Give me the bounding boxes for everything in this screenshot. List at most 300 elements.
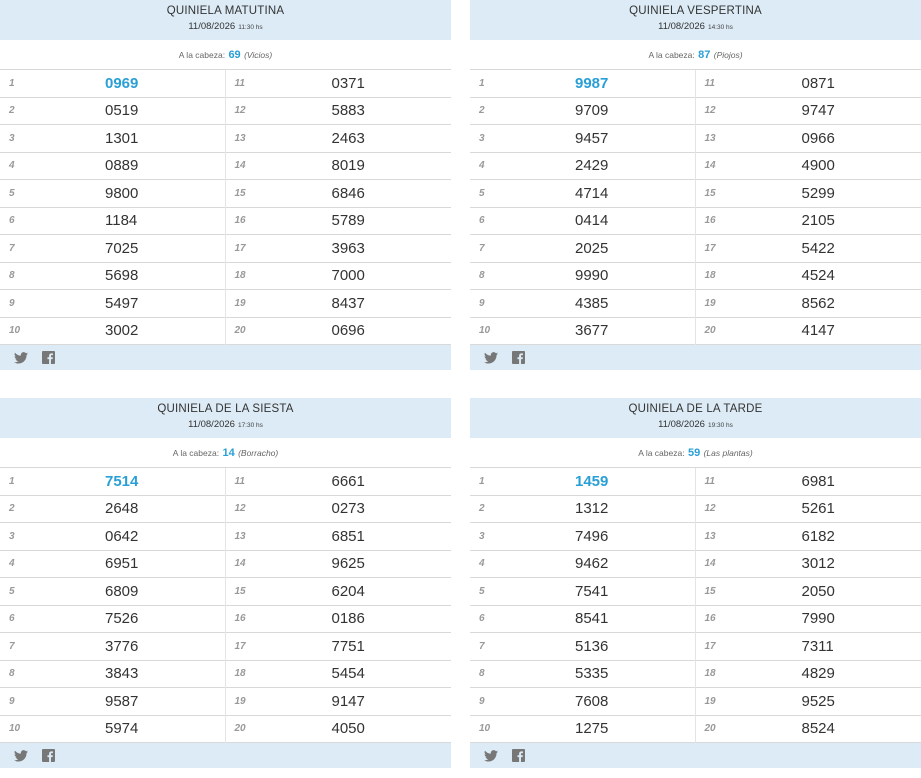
result-row: [470, 496, 695, 524]
result-row: [226, 606, 452, 634]
date-text: 11/08/2026: [188, 419, 235, 430]
panel-title: QUINIELA DE LA TARDE: [470, 403, 921, 415]
results-column-right: [695, 70, 921, 345]
position-number: 8: [0, 270, 38, 281]
panel-title: QUINIELA VESPERTINA: [470, 5, 921, 17]
results-panel: [470, 0, 921, 380]
position-number: 17: [226, 641, 271, 652]
position-number: 17: [696, 243, 741, 254]
cabeza-label: A la cabeza:: [173, 448, 219, 458]
result-number: 3002: [38, 322, 138, 339]
result-row: [226, 125, 452, 153]
position-number: 16: [696, 613, 741, 624]
result-row: [226, 661, 452, 689]
position-number: 11: [226, 78, 271, 89]
result-number: 6851: [271, 528, 365, 545]
position-number: 10: [0, 325, 38, 336]
results-table: [0, 70, 451, 345]
cabeza-label: A la cabeza:: [648, 50, 694, 60]
result-row: [226, 180, 452, 208]
result-row: [696, 523, 921, 551]
draw-date: [470, 21, 921, 32]
position-number: 9: [470, 298, 508, 309]
result-row: [226, 235, 452, 263]
position-number: 20: [696, 723, 741, 734]
result-number: 5335: [508, 665, 608, 682]
result-number: 2105: [741, 212, 835, 229]
result-row: [0, 496, 225, 524]
draw-time: 11:30 hs: [238, 24, 262, 31]
position-number: 16: [696, 215, 741, 226]
position-number: 20: [226, 723, 271, 734]
position-number: 3: [470, 531, 508, 542]
position-number: 19: [226, 298, 271, 309]
result-row: [226, 688, 452, 716]
result-number: 7990: [741, 610, 835, 627]
result-row: [470, 606, 695, 634]
position-number: 1: [0, 476, 38, 487]
position-number: 13: [696, 531, 741, 542]
draw-time: 14:30 hs: [708, 24, 733, 31]
cabeza-line: [0, 438, 451, 468]
position-number: 12: [226, 105, 271, 116]
result-row: [226, 318, 452, 346]
result-number: 7541: [508, 583, 608, 600]
draw-time: 17:30 hs: [238, 422, 263, 429]
share-bar: [470, 743, 921, 768]
position-number: 13: [226, 133, 271, 144]
result-row: [0, 633, 225, 661]
result-number: 5454: [271, 665, 365, 682]
position-number: 13: [696, 133, 741, 144]
position-number: 20: [226, 325, 271, 336]
result-row: [696, 633, 921, 661]
result-number: 0871: [741, 75, 835, 92]
result-row: [226, 633, 452, 661]
results-column-left: [0, 70, 225, 345]
cabeza-meaning: (Piojos): [714, 50, 743, 60]
result-row: [470, 578, 695, 606]
result-row: [470, 290, 695, 318]
results-panel: [0, 0, 451, 380]
panel-header: [0, 0, 451, 40]
position-number: 18: [696, 668, 741, 679]
result-number: 1312: [508, 500, 608, 517]
result-number: 8524: [741, 720, 835, 737]
result-row: [470, 716, 695, 744]
result-row: [0, 578, 225, 606]
cabeza-number: 14: [222, 447, 234, 459]
position-number: 3: [0, 133, 38, 144]
result-row: [0, 263, 225, 291]
position-number: 14: [226, 558, 271, 569]
result-row: [696, 125, 921, 153]
twitter-icon[interactable]: [484, 750, 498, 762]
position-number: 16: [226, 215, 271, 226]
cabeza-number: 69: [228, 49, 240, 61]
result-row: [470, 125, 695, 153]
result-row: [226, 153, 452, 181]
panel-title: QUINIELA DE LA SIESTA: [0, 403, 451, 415]
position-number: 14: [696, 160, 741, 171]
result-number: 0371: [271, 75, 365, 92]
result-row: [470, 688, 695, 716]
result-row: [0, 523, 225, 551]
result-row: [696, 578, 921, 606]
position-number: 11: [696, 78, 741, 89]
position-number: 11: [696, 476, 741, 487]
share-bar: [0, 345, 451, 370]
result-number: 5136: [508, 638, 608, 655]
position-number: 19: [696, 696, 741, 707]
result-row: [226, 496, 452, 524]
position-number: 7: [0, 641, 38, 652]
result-number: 5261: [741, 500, 835, 517]
twitter-icon[interactable]: [14, 750, 28, 762]
position-number: 1: [470, 476, 508, 487]
result-row: [470, 633, 695, 661]
cabeza-meaning: (Las plantas): [704, 448, 753, 458]
result-row: [0, 290, 225, 318]
result-number: 5974: [38, 720, 138, 737]
result-number: 2648: [38, 500, 138, 517]
result-row: [696, 661, 921, 689]
result-number: 0969: [38, 75, 138, 92]
cabeza-line: [0, 40, 451, 70]
result-number: 4829: [741, 665, 835, 682]
results-column-left: [470, 70, 695, 345]
position-number: 10: [470, 723, 508, 734]
cabeza-label: A la cabeza:: [638, 448, 684, 458]
results-column-left: [0, 468, 225, 743]
result-number: 4147: [741, 322, 835, 339]
position-number: 10: [470, 325, 508, 336]
result-row: [0, 606, 225, 634]
cabeza-meaning: (Vicios): [244, 50, 272, 60]
result-row: [0, 125, 225, 153]
result-number: 2050: [741, 583, 835, 600]
result-row: [696, 551, 921, 579]
draw-time: 19:30 hs: [708, 422, 733, 429]
result-number: 9800: [38, 185, 138, 202]
position-number: 4: [0, 160, 38, 171]
result-number: 9147: [271, 693, 365, 710]
result-row: [0, 716, 225, 744]
facebook-icon[interactable]: [42, 351, 55, 364]
result-number: 8019: [271, 157, 365, 174]
result-number: 9462: [508, 555, 608, 572]
position-number: 19: [696, 298, 741, 309]
result-row: [470, 180, 695, 208]
result-row: [226, 551, 452, 579]
cabeza-line: [470, 438, 921, 468]
position-number: 7: [470, 641, 508, 652]
result-number: 0642: [38, 528, 138, 545]
cabeza-meaning: (Borracho): [238, 448, 278, 458]
position-number: 15: [696, 586, 741, 597]
result-number: 6846: [271, 185, 365, 202]
position-number: 17: [696, 641, 741, 652]
facebook-icon[interactable]: [42, 749, 55, 762]
result-number: 1459: [508, 473, 608, 490]
draw-date: [0, 21, 451, 32]
result-row: [696, 468, 921, 496]
share-bar: [0, 743, 451, 768]
result-row: [470, 661, 695, 689]
result-row: [0, 318, 225, 346]
position-number: 15: [226, 188, 271, 199]
result-number: 8437: [271, 295, 365, 312]
position-number: 9: [0, 298, 38, 309]
result-number: 0696: [271, 322, 365, 339]
result-row: [696, 180, 921, 208]
result-number: 7514: [38, 473, 138, 490]
panel-header: [0, 398, 451, 438]
result-number: 9987: [508, 75, 608, 92]
cabeza-label: A la cabeza:: [179, 50, 225, 60]
share-bar: [470, 345, 921, 370]
results-column-right: [695, 468, 921, 743]
position-number: 6: [470, 215, 508, 226]
position-number: 4: [470, 558, 508, 569]
result-row: [226, 578, 452, 606]
result-row: [470, 98, 695, 126]
result-row: [226, 263, 452, 291]
panel-header: [470, 398, 921, 438]
result-number: 3776: [38, 638, 138, 655]
position-number: 9: [470, 696, 508, 707]
result-row: [696, 716, 921, 744]
result-number: 2025: [508, 240, 608, 257]
result-number: 7751: [271, 638, 365, 655]
result-row: [0, 468, 225, 496]
position-number: 2: [0, 105, 38, 116]
result-row: [226, 716, 452, 744]
result-number: 9457: [508, 130, 608, 147]
position-number: 5: [470, 586, 508, 597]
result-row: [470, 551, 695, 579]
result-number: 8541: [508, 610, 608, 627]
position-number: 18: [226, 270, 271, 281]
position-number: 8: [470, 668, 508, 679]
position-number: 9: [0, 696, 38, 707]
result-number: 2463: [271, 130, 365, 147]
result-row: [696, 208, 921, 236]
results-column-left: [470, 468, 695, 743]
position-number: 20: [696, 325, 741, 336]
position-number: 11: [226, 476, 271, 487]
position-number: 2: [470, 105, 508, 116]
result-number: 7608: [508, 693, 608, 710]
result-number: 3843: [38, 665, 138, 682]
position-number: 4: [470, 160, 508, 171]
result-number: 3012: [741, 555, 835, 572]
result-number: 9525: [741, 693, 835, 710]
cabeza-line: [470, 40, 921, 70]
result-row: [0, 235, 225, 263]
result-number: 5883: [271, 102, 365, 119]
position-number: 7: [0, 243, 38, 254]
result-number: 4524: [741, 267, 835, 284]
position-number: 19: [226, 696, 271, 707]
date-text: 11/08/2026: [658, 21, 705, 32]
results-table: [470, 70, 921, 345]
result-row: [0, 98, 225, 126]
results-table: [0, 468, 451, 743]
position-number: 2: [0, 503, 38, 514]
result-number: 5497: [38, 295, 138, 312]
position-number: 6: [470, 613, 508, 624]
result-number: 4900: [741, 157, 835, 174]
result-row: [470, 263, 695, 291]
result-row: [696, 496, 921, 524]
result-number: 6661: [271, 473, 365, 490]
result-row: [696, 235, 921, 263]
position-number: 3: [470, 133, 508, 144]
position-number: 14: [226, 160, 271, 171]
result-row: [226, 523, 452, 551]
result-row: [470, 318, 695, 346]
results-panel: [0, 398, 451, 778]
facebook-icon[interactable]: [512, 749, 525, 762]
twitter-icon[interactable]: [14, 352, 28, 364]
position-number: 6: [0, 613, 38, 624]
result-row: [696, 98, 921, 126]
position-number: 1: [0, 78, 38, 89]
date-text: 11/08/2026: [658, 419, 705, 430]
result-row: [226, 70, 452, 98]
result-number: 6981: [741, 473, 835, 490]
result-number: 0966: [741, 130, 835, 147]
position-number: 17: [226, 243, 271, 254]
result-number: 7000: [271, 267, 365, 284]
result-number: 9747: [741, 102, 835, 119]
result-number: 5299: [741, 185, 835, 202]
position-number: 7: [470, 243, 508, 254]
result-row: [696, 70, 921, 98]
position-number: 12: [696, 503, 741, 514]
position-number: 5: [0, 586, 38, 597]
result-row: [470, 70, 695, 98]
result-number: 9709: [508, 102, 608, 119]
results-column-right: [225, 70, 452, 345]
result-number: 6204: [271, 583, 365, 600]
result-number: 5698: [38, 267, 138, 284]
result-number: 4050: [271, 720, 365, 737]
result-row: [0, 153, 225, 181]
position-number: 13: [226, 531, 271, 542]
results-column-right: [225, 468, 452, 743]
result-row: [470, 523, 695, 551]
facebook-icon[interactable]: [512, 351, 525, 364]
result-number: 0414: [508, 212, 608, 229]
position-number: 2: [470, 503, 508, 514]
result-number: 7311: [741, 638, 834, 655]
result-number: 0519: [38, 102, 138, 119]
result-row: [470, 468, 695, 496]
position-number: 12: [226, 503, 271, 514]
result-number: 6951: [38, 555, 138, 572]
result-number: 0273: [271, 500, 365, 517]
result-row: [470, 208, 695, 236]
cabeza-number: 59: [688, 447, 700, 459]
result-row: [696, 263, 921, 291]
panel-title: QUINIELA MATUTINA: [0, 5, 451, 17]
result-number: 2429: [508, 157, 608, 174]
result-row: [696, 606, 921, 634]
position-number: 12: [696, 105, 741, 116]
result-number: 0889: [38, 157, 138, 174]
results-panel: [470, 398, 921, 778]
result-row: [226, 468, 452, 496]
result-row: [0, 70, 225, 98]
cabeza-number: 87: [698, 49, 710, 61]
result-number: 3677: [508, 322, 608, 339]
result-number: 7025: [38, 240, 138, 257]
draw-date: [0, 419, 451, 430]
position-number: 10: [0, 723, 38, 734]
twitter-icon[interactable]: [484, 352, 498, 364]
result-row: [226, 98, 452, 126]
result-number: 1184: [38, 212, 137, 229]
position-number: 4: [0, 558, 38, 569]
result-row: [696, 688, 921, 716]
position-number: 16: [226, 613, 271, 624]
position-number: 18: [226, 668, 271, 679]
position-number: 5: [470, 188, 508, 199]
position-number: 6: [0, 215, 38, 226]
result-row: [470, 235, 695, 263]
result-number: 9990: [508, 267, 608, 284]
result-row: [470, 153, 695, 181]
panel-header: [470, 0, 921, 40]
position-number: 8: [0, 668, 38, 679]
result-row: [696, 153, 921, 181]
result-number: 7526: [38, 610, 138, 627]
position-number: 5: [0, 188, 38, 199]
result-number: 4714: [508, 185, 608, 202]
position-number: 14: [696, 558, 741, 569]
result-row: [696, 290, 921, 318]
result-number: 8562: [741, 295, 835, 312]
results-table: [470, 468, 921, 743]
result-number: 7496: [508, 528, 608, 545]
result-row: [226, 290, 452, 318]
result-row: [0, 551, 225, 579]
result-row: [0, 180, 225, 208]
position-number: 15: [696, 188, 741, 199]
result-number: 5422: [741, 240, 835, 257]
result-row: [696, 318, 921, 346]
result-number: 6809: [38, 583, 138, 600]
position-number: 1: [470, 78, 508, 89]
position-number: 18: [696, 270, 741, 281]
result-number: 4385: [508, 295, 608, 312]
result-row: [226, 208, 452, 236]
position-number: 15: [226, 586, 271, 597]
result-row: [0, 688, 225, 716]
date-text: 11/08/2026: [188, 21, 235, 32]
result-number: 9625: [271, 555, 365, 572]
result-row: [0, 661, 225, 689]
draw-date: [470, 419, 921, 430]
position-number: 8: [470, 270, 508, 281]
result-number: 6182: [741, 528, 835, 545]
result-number: 0186: [271, 610, 365, 627]
result-number: 1301: [38, 130, 138, 147]
position-number: 3: [0, 531, 38, 542]
result-row: [0, 208, 225, 236]
